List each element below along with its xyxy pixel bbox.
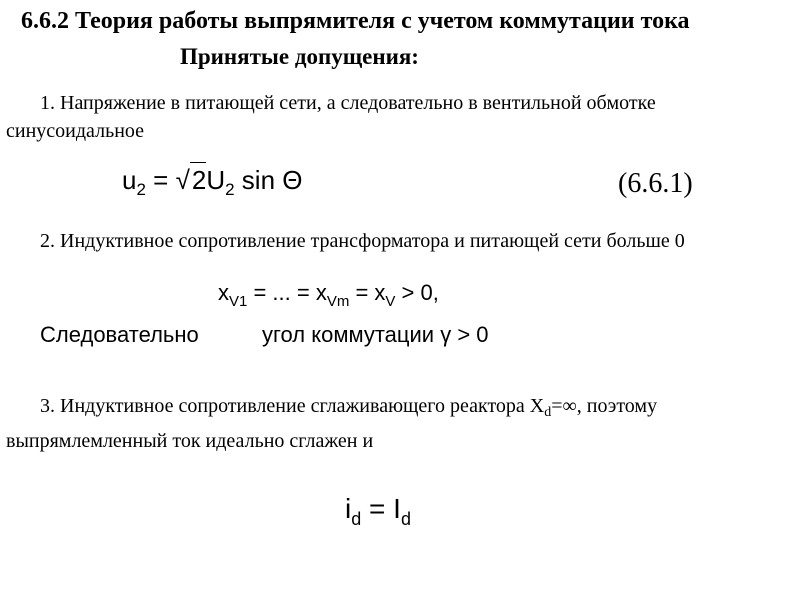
formula-voltage-lhs-sub: 2 [136,180,146,199]
formula-voltage [122,165,303,200]
formula-current-lhs: i [345,493,352,524]
formula-reactance-mid: = ... = x [247,280,327,305]
assumption-3-text-part1: 3. Индуктивное сопротивление сглаживающего реактора X [40,395,545,417]
formula-voltage-var: U [206,165,226,195]
assumption-3-text [6,392,786,455]
formula-reactance-xm-sub: Vm [326,293,350,310]
commutation-angle-statement: угол коммутации γ > 0 [262,322,489,347]
formula-reactance-xv-sub: V [385,293,396,310]
formula-current-lhs-sub: d [351,509,362,529]
formula-reactance-tail: > 0, [395,280,439,305]
assumption-3-text-sub: d [544,405,552,420]
formula-voltage-var-sub: 2 [225,180,235,199]
formula-current [345,493,411,530]
formula-voltage-lhs: u [122,165,137,195]
equation-number: (6.6.1) [618,168,693,199]
formula-current-rhs-sub: d [400,509,411,529]
page-title: 6.6.2 Теория работы выпрямителя с учетом коммутации тока [21,8,690,34]
consequently-label: Следовательно [40,322,199,347]
assumption-1-text: 1. Напряжение в питающей сети, а следовательно в вентильной обмотке синусоидальное [6,92,656,142]
assumption-2-text: 2. Индуктивное сопротивление трансформатора и питающей сети больше 0 [40,230,685,252]
formula-voltage-eq: = [145,165,176,195]
formula-reactance [218,280,439,310]
formula-current-eq: = [361,493,394,524]
formula-reactance-x1-sub: V1 [229,293,248,310]
formula-current-rhs: I [393,493,401,524]
formula-reactance-x1: x [218,280,229,305]
formula-voltage-rest: sin Θ [234,165,303,195]
sqrt-symbol: √ [175,165,190,195]
assumption-3-text-part2: =∞, поэтому выпрямлемленный ток идеально сглажен и [6,395,658,452]
section-subtitle: Принятые допущения: [180,44,419,69]
formula-reactance-eq2: = x [349,280,386,305]
sqrt-argument: 2 [190,162,206,195]
